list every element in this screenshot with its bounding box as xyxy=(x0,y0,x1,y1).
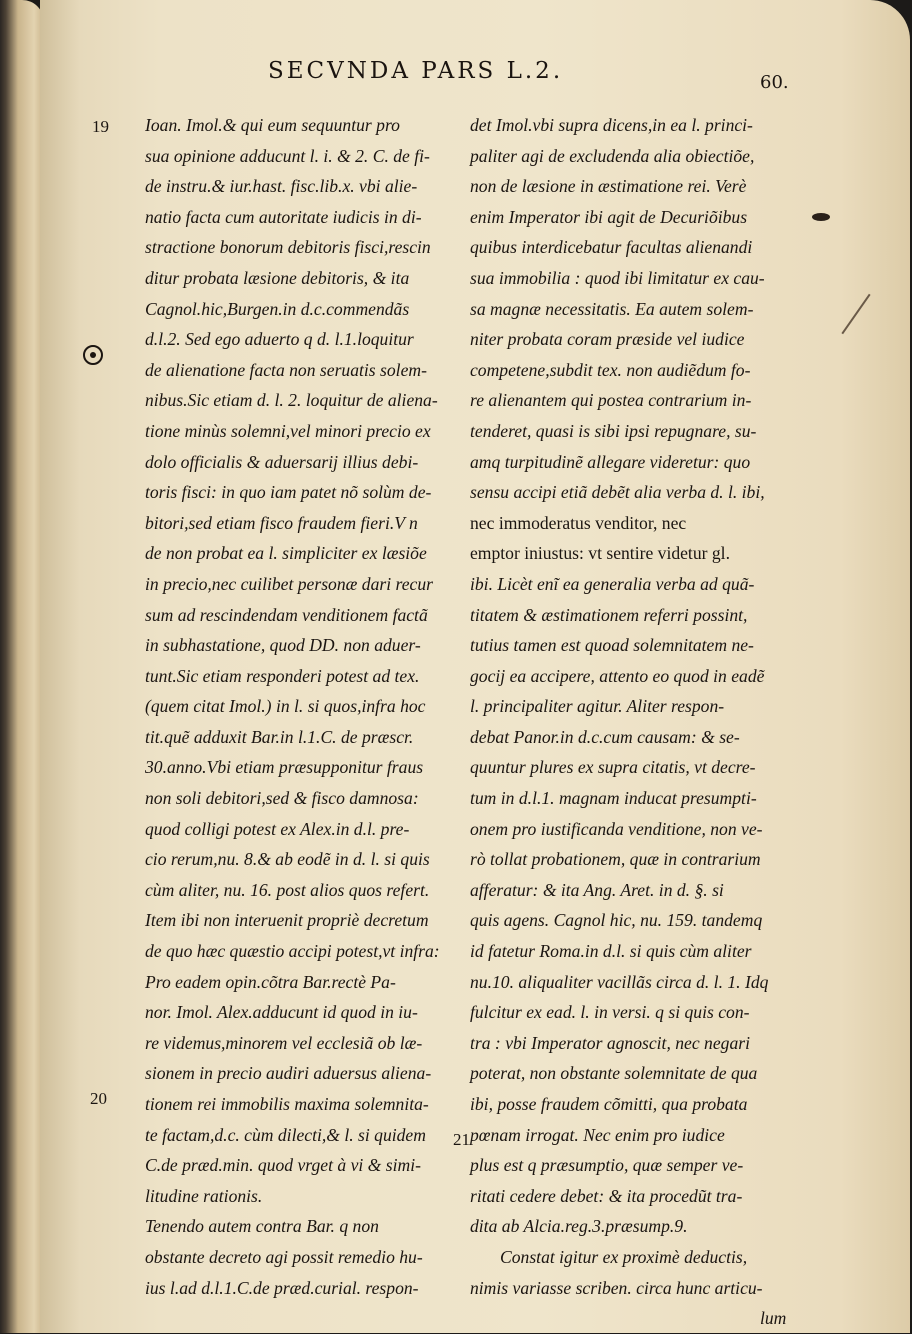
left-text-column xyxy=(145,110,475,1303)
ink-mark xyxy=(812,213,830,221)
text-line: nec immoderatus venditor, nec xyxy=(470,512,687,533)
text-line: quuntur plures ex supra citatis, vt decre- xyxy=(470,757,756,778)
text-line: Cagnol.hic,Burgen.in d.c.commendãs xyxy=(145,298,410,319)
text-line: onem pro iustificanda venditione, non ve- xyxy=(470,818,763,839)
text-line: dita ab Alcia.reg.3.præsump.9. xyxy=(470,1216,688,1237)
text-line: ibi, posse fraudem cõmitti, qua probata xyxy=(470,1094,748,1114)
text-line: nimis variasse scriben. circa hunc articu- xyxy=(470,1277,763,1298)
text-line: lum xyxy=(760,1308,787,1329)
text-line: 30.anno.Vbi etiam præsupponitur fraus xyxy=(145,757,424,778)
text-line: de alienatione facta non seruatis solem- xyxy=(145,359,427,380)
text-line: Constat igitur ex proximè deductis, xyxy=(500,1246,748,1267)
text-line: nibus.Sic etiam d. l. 2. loquitur de aliena- xyxy=(145,390,438,411)
text-line: Pro eadem opin.cõtra Bar.rectè Pa- xyxy=(145,971,396,992)
text-line: (quem citat Imol.) in l. si quos,infra hoc xyxy=(145,696,426,717)
text-line: l. principaliter agitur. Aliter respon- xyxy=(470,696,725,717)
text-line: litudine rationis. xyxy=(145,1185,263,1206)
text-line: poterat, non obstante solemnitate de qua xyxy=(470,1063,758,1084)
text-line: tum in d.l.1. magnam inducat presumpti- xyxy=(470,788,757,809)
text-line: tunt.Sic etiam responderi potest ad tex. xyxy=(145,665,420,686)
marginal-circle-mark xyxy=(83,345,103,365)
text-line: bitori,sed etiam fisco fraudem fieri.V n xyxy=(145,512,418,533)
text-line: det Imol.vbi supra dicens,in ea l. princi- xyxy=(470,115,753,135)
text-line: nu.10. aliqualiter vacillãs circa d. l. 1. Idq xyxy=(470,971,769,992)
margin-number-19: 19 xyxy=(92,117,109,136)
text-line: sum ad rescindendam venditionem factã xyxy=(145,604,428,625)
text-line: niter probata coram præside vel iudice xyxy=(470,329,745,350)
text-line: toris fisci: in quo iam patet nõ solùm de- xyxy=(145,482,432,503)
text-line: ius l.ad d.l.1.C.de præd.curial. respon- xyxy=(145,1277,419,1298)
text-line: fulcitur ex ead. l. in versi. q si quis con- xyxy=(470,1002,750,1023)
text-line: sensu accipi etiã debẽt alia verba d. l. ibi, xyxy=(470,482,765,503)
text-line: dolo officialis & aduersarij illius debi- xyxy=(145,451,419,472)
text-line: sua opinione adducunt l. i. & 2. C. de fi- xyxy=(145,145,430,166)
text-line: Tenendo autem contra Bar. q non xyxy=(145,1216,379,1237)
text-line: in precio,nec cuilibet personæ dari recur xyxy=(145,573,433,594)
text-line: titatem & æstimationem referri possint, xyxy=(470,604,748,625)
text-line: nor. Imol. Alex.adducunt id quod in iu- xyxy=(145,1002,418,1023)
text-line: Item ibi non interuenit propriè decretum xyxy=(145,910,429,931)
text-line: tra : vbi Imperator agnoscit, nec negari xyxy=(470,1032,750,1053)
text-line: afferatur: & ita Ang. Aret. in d. §. si xyxy=(470,879,724,900)
text-line: cùm aliter, nu. 16. post alios quos refert. xyxy=(145,879,430,900)
text-line: tutius tamen est quoad solemnitatem ne- xyxy=(470,635,754,656)
text-line: cio rerum,nu. 8.& ab eodẽ in d. l. si quis xyxy=(145,849,430,870)
text-line: paliter agi de excludenda alia obiectiõe, xyxy=(470,145,755,166)
text-line: de instru.& iur.hast. fisc.lib.x. vbi alie- xyxy=(145,176,418,197)
text-line: te factam,d.c. cùm dilecti,& l. si quidem xyxy=(145,1124,426,1145)
text-line: tenderet, quasi is sibi ipsi repugnare, su- xyxy=(470,420,757,441)
text-line: competene,subdit tex. non audiẽdum fo- xyxy=(470,359,751,380)
text-line: tione minùs solemni,vel minori precio ex xyxy=(145,420,431,441)
text-line: id fatetur Roma.in d.l. si quis cùm aliter xyxy=(470,941,752,962)
text-line: pœnam irrogat. Nec enim pro iudice xyxy=(470,1124,725,1145)
margin-number-21: 21 xyxy=(453,1130,470,1149)
text-line: debat Panor.in d.c.cum causam: & se- xyxy=(470,726,740,747)
text-line: quibus interdicebatur facultas alienandi xyxy=(470,237,753,258)
right-text-column xyxy=(470,110,800,1334)
text-line: plus est q præsumptio, quæ semper ve- xyxy=(470,1155,744,1176)
text-line: C.de præd.min. quod vrget à vi & simi- xyxy=(145,1155,421,1176)
running-title: SECVNDA PARS L.2. xyxy=(268,58,564,84)
previous-leaf-edge xyxy=(0,0,44,1333)
text-line: ritati cedere debet: & ita procedũt tra- xyxy=(470,1185,743,1206)
text-line: sionem in precio audiri aduersus aliena- xyxy=(145,1063,432,1084)
text-line: stractione bonorum debitoris fisci,rescin xyxy=(145,237,431,258)
text-line: quod colligi potest ex Alex.in d.l. pre- xyxy=(145,818,410,839)
text-line: re alienantem qui postea contrarium in- xyxy=(470,390,752,411)
text-line: natio facta cum autoritate iudicis in di- xyxy=(145,206,422,227)
text-line: in subhastatione, quod DD. non aduer- xyxy=(145,635,421,656)
text-line: tionem rei immobilis maxima solemnita- xyxy=(145,1094,429,1114)
text-line: sa magnæ necessitatis. Ea autem solem- xyxy=(470,298,754,319)
text-line: tit.quẽ adduxit Bar.in l.1.C. de præscr. xyxy=(145,726,414,747)
text-line: obstante decreto agi possit remedio hu- xyxy=(145,1246,423,1267)
margin-number-20: 20 xyxy=(90,1089,107,1108)
text-line: ibi. Licèt enĩ ea generalia verba ad quã- xyxy=(470,573,755,594)
text-line: de quo hæc quæstio accipi potest,vt infra: xyxy=(145,941,440,962)
text-line: d.l.2. Sed ego aduerto q d. l.1.loquitur xyxy=(145,329,414,350)
text-line: non de læsione in æstimatione rei. Verè xyxy=(470,176,747,197)
text-line: re videmus,minorem vel ecclesiã ob læ- xyxy=(145,1032,423,1053)
text-line: amq turpitudinẽ allegare videretur: quo xyxy=(470,451,751,472)
text-line: sua immobilia : quod ibi limitatur ex cau- xyxy=(470,267,765,288)
text-line: emptor iniustus: vt sentire videtur gl. xyxy=(470,543,730,564)
text-line: non soli debitori,sed & fisco damnosa: xyxy=(145,788,419,809)
text-line: Ioan. Imol.& qui eum sequuntur pro xyxy=(145,115,400,135)
text-line: rò tollat probationem, quæ in contrarium xyxy=(470,849,761,870)
text-line: quis agens. Cagnol hic, nu. 159. tandemq xyxy=(470,910,763,931)
text-line: de non probat ea l. simpliciter ex læsiõe xyxy=(145,543,427,564)
text-line: enim Imperator ibi agit de Decuriõibus xyxy=(470,206,748,227)
text-line: gocij ea accipere, attento eo quod in eadẽ xyxy=(470,665,765,686)
folio-number: 60. xyxy=(760,72,789,93)
text-line: ditur probata læsione debitoris, & ita xyxy=(145,267,410,288)
